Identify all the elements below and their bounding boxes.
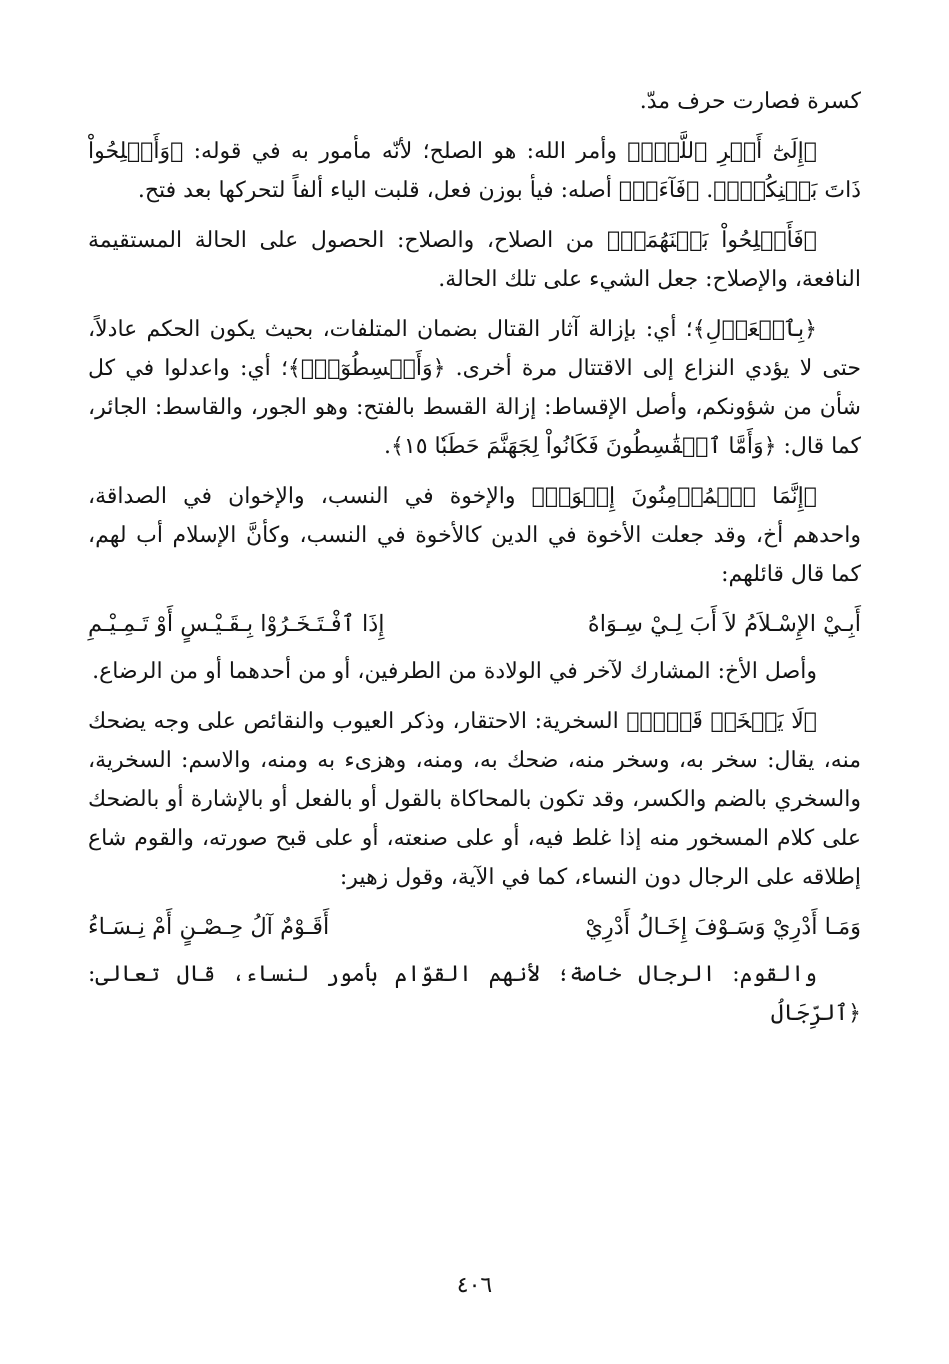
verse-2-first-hemistich: وَمَـا أَدْرِيْ وَسَـوْفَ إِخَـالُ أَدْرِيْ [585,914,861,940]
paragraph-2: ﴿إِلَىٰٓ أَمۡرِ ٱللَّهِۚ﴾ وأمر الله: هو الصلح؛ لأنّه مأمور به في قوله: ﴿وَأَصۡلِحُواْ ذَاتَ بَيۡنِكُمۡۖ﴾. ﴿فَآءَتۡ﴾ أصله: فيأ بوزن فعل، قلبت الياء ألفاً لتحركها بعد فتح. [88,139,861,203]
paragraph-7: ﴿لَا يَسۡخَرۡ قَوۡمٞ﴾ السخرية: الاحتقار، وذكر العيوب والنقائص على وجه يضحك منه، يقال: سخر به، وسخر منه، ضحك به، ومنه، وهزىء به ومنه، والاسم: السخرية، والسخري بالضم والكسر، وقد تكون بالمحاكاة بالقول أو بالفعل أو بالإشارة أو بالضحك على كلام المسخور منه إذا غلط فيه، أو على صنعته، أو على قبح صورته، والقوم شاع إطلاقه على الرجال دون النساء، كما في الآية، وقول زهير: [88,709,861,890]
paragraph-5: ﴿إِنَّمَا ٱلۡمُؤۡمِنُونَ إِخۡوَةٞ﴾ والإخوة في النسب، والإخوان في الصداقة، واحدهم أخ، وقد جعلت الأخوة في الدين كالأخوة في النسب، وكأنَّ الإسلام أب لهم، كما قال قائلهم: [88,484,861,587]
paragraph-3: ﴿فَأَصۡلِحُواْ بَيۡنَهُمَاۖ﴾ من الصلاح، والصلاح: الحصول على الحالة المستقيمة النافعة، والإصلاح: جعل الشيء على تلك الحالة. [88,228,861,292]
verse-2-second-hemistich: أَقَـوْمٌ آلُ حِـصْـنٍ أَمْ نِـسَـاءُ [88,914,330,940]
paragraph-1: كسرة فصارت حرف مدّ. [639,89,861,114]
poetry-verse-2 [88,907,861,947]
paragraph-6: وأصل الأخ: المشارك لآخر في الولادة من الطرفين، أو من أحدهما أو من الرضاع. [92,659,817,684]
page-number: ٤٠٦ [456,1273,493,1298]
paragraph-4: ﴿بِٱلۡعَدۡلِ﴾؛ أي: بإزالة آثار القتال بضمان المتلفات، بحيث يكون الحكم عادلاً، حتى لا يؤدي النزاع إلى الاقتتال مرة أخرى. ﴿وَأَقۡسِطُوٓاْۖ﴾؛ أي: واعدلوا في كل شأن من شؤونكم، وأصل الإقساط: إزالة القسط بالفتح: وهو الجور، والقاسط: الجائر، كما قال: ﴿وَأَمَّا ٱلۡقَٰسِطُونَ فَكَانُواْ لِجَهَنَّمَ حَطَبٗا ١٥﴾. [88,317,861,459]
paragraph-8: والقوم: الرجال خاصة؛ لأنهم القوّام بأمور لنساء، قال تعالى: ﴿ٱلرِّجَالُ [88,962,861,1026]
verse-1-second-hemistich: إِذَا ٱفْـتَـخَـرُوْا بِـقَـيْـسٍ أَوْ تَـمِـيْـمِ [88,611,385,637]
verse-1-first-hemistich: أَبِـيْ الإِسْـلاَمُ لاَ أَبَ لِـيْ سِـوَاهُ [587,611,861,637]
poetry-verse-1 [88,604,861,644]
